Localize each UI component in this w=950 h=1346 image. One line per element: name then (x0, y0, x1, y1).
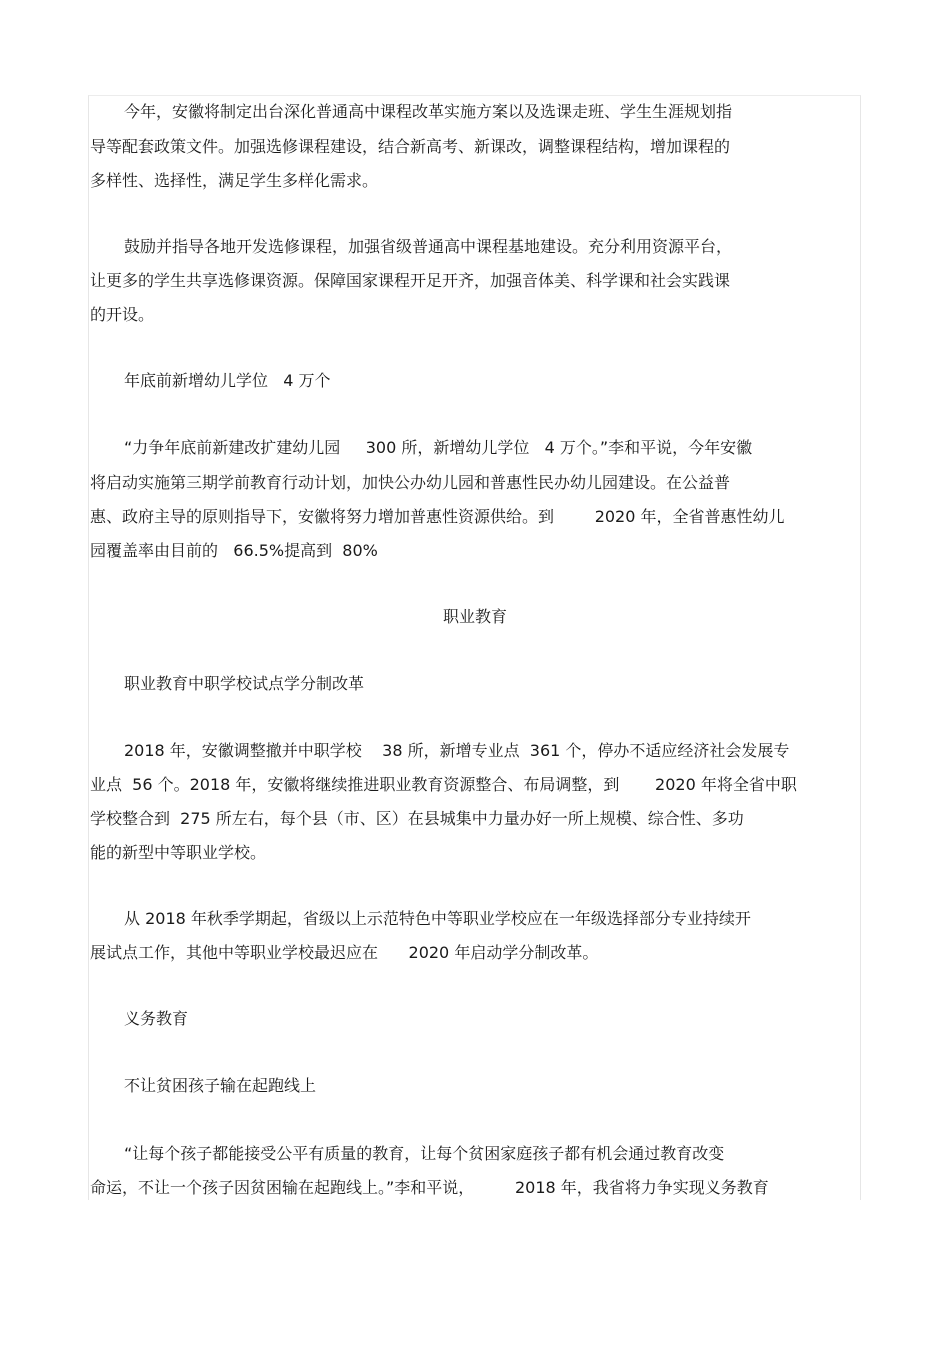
subheading-compulsory-education: 义务教育 (124, 1009, 189, 1028)
subheading-kindergarten: 年底前新增幼儿学位 4 万个 (124, 371, 331, 390)
page-frame (88, 95, 861, 1200)
subheading-poverty: 不让贫困孩子输在起跑线上 (124, 1076, 317, 1095)
paragraph-2-line-3: 的开设。 (90, 305, 155, 324)
paragraph-6-line-4: 能的新型中等职业学校。 (90, 843, 267, 862)
paragraph-10-line-1: “让每个孩子都能接受公平有质量的教育，让每个贫困家庭孩子都有机会通过教育改变 (124, 1144, 725, 1163)
paragraph-4-line-4: 园覆盖率由目前的 66.5%提高到 80% (90, 541, 378, 560)
paragraph-2-line-2: 让更多的学生共享选修课资源。保障国家课程开足开齐，加强音体美、科学课和社会实践课 (90, 271, 731, 290)
paragraph-6-line-3: 学校整合到 275 所左右，每个县（市、区）在县城集中力量办好一所上规模、综合性、多功 (90, 809, 744, 828)
paragraph-1-line-3: 多样性、选择性，满足学生多样化需求。 (90, 171, 379, 190)
paragraph-4-line-3: 惠、政府主导的原则指导下，安徽将努力增加普惠性资源供给。到 2020 年，全省普惠性幼儿 (90, 507, 785, 526)
paragraph-1-line-2: 导等配套政策文件。加强选修课程建设，结合新高考、新课改，调整课程结构，增加课程的 (90, 137, 731, 156)
section-heading-vocational: 职业教育 (442, 607, 507, 626)
paragraph-1-line-1: 今年，安徽将制定出台深化普通高中课程改革实施方案以及选课走班、学生生涯规划指 (124, 102, 733, 121)
paragraph-2-line-1: 鼓励并指导各地开发选修课程，加强省级普通高中课程基地建设。充分利用资源平台， (124, 237, 733, 256)
paragraph-6-line-2: 业点 56 个。2018 年，安徽将继续推进职业教育资源整合、布局调整，到 2020 年将全省中职 (90, 775, 797, 794)
subheading-vocational-reform: 职业教育中职学校试点学分制改革 (124, 674, 365, 693)
paragraph-7-line-2: 展试点工作，其他中等职业学校最迟应在 2020 年启动学分制改革。 (90, 943, 599, 962)
paragraph-4-line-2: 将启动实施第三期学前教育行动计划，加快公办幼儿园和普惠性民办幼儿园建设。在公益普 (90, 473, 731, 492)
paragraph-6-line-1: 2018 年，安徽调整撤并中职学校 38 所，新增专业点 361 个，停办不适应经济社会发展专 (124, 741, 790, 760)
paragraph-7-line-1: 从 2018 年秋季学期起，省级以上示范特色中等职业学校应在一年级选择部分专业持续开 (124, 909, 751, 928)
paragraph-4-line-1: “力争年底前新建改扩建幼儿园 300 所，新增幼儿学位 4 万个。”李和平说，今年安徽 (124, 438, 753, 457)
paragraph-10-line-2: 命运，不让一个孩子因贫困输在起跑线上。”李和平说， 2018 年，我省将力争实现义务教育 (90, 1178, 769, 1197)
